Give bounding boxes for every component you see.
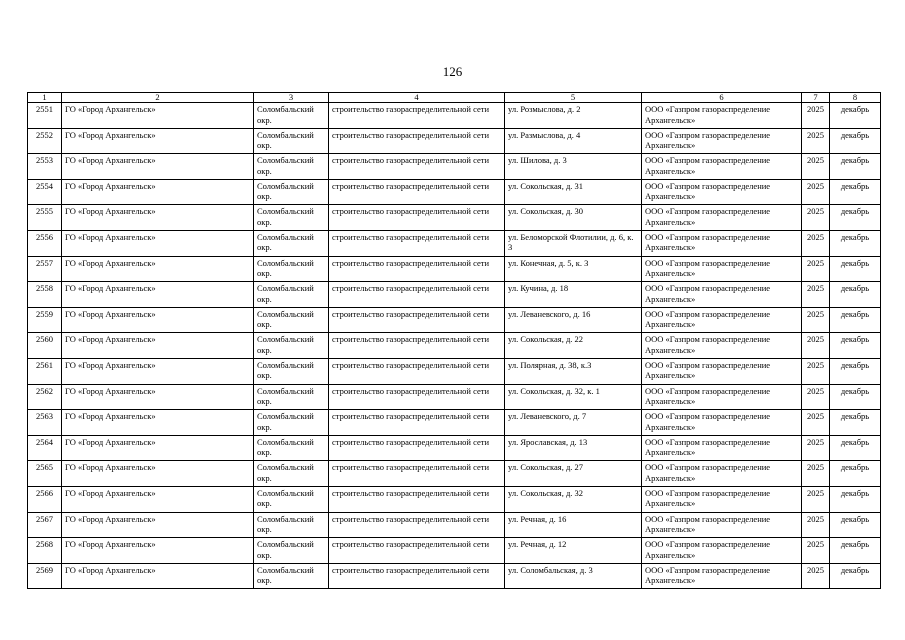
cell-district: Соломбальский окр.: [254, 179, 329, 205]
cell-year: 2025: [802, 307, 830, 333]
column-header-municipality: 2: [62, 93, 254, 103]
cell-work-type: строительство газораспределительной сети: [329, 538, 505, 564]
cell-year: 2025: [802, 154, 830, 180]
cell-year: 2025: [802, 256, 830, 282]
cell-organization: ООО «Газпром газораспределение Архангельск»: [642, 179, 802, 205]
cell-district: Соломбальский окр.: [254, 538, 329, 564]
cell-work-type: строительство газораспределительной сети: [329, 486, 505, 512]
table-row: [28, 538, 881, 564]
cell-year: 2025: [802, 128, 830, 154]
cell-month: декабрь: [830, 205, 881, 231]
cell-district: Соломбальский окр.: [254, 563, 329, 589]
cell-row-number: 2567: [28, 512, 62, 538]
cell-municipality: ГО «Город Архангельск»: [62, 563, 254, 589]
table-body: [28, 103, 881, 589]
cell-municipality: ГО «Город Архангельск»: [62, 230, 254, 256]
cell-municipality: ГО «Город Архангельск»: [62, 128, 254, 154]
cell-work-type: строительство газораспределительной сети: [329, 154, 505, 180]
cell-district: Соломбальский окр.: [254, 358, 329, 384]
column-header-work-type: 4: [329, 93, 505, 103]
cell-municipality: ГО «Город Архангельск»: [62, 256, 254, 282]
cell-row-number: 2551: [28, 103, 62, 129]
cell-year: 2025: [802, 103, 830, 129]
cell-row-number: 2554: [28, 179, 62, 205]
cell-month: декабрь: [830, 307, 881, 333]
cell-district: Соломбальский окр.: [254, 410, 329, 436]
cell-district: Соломбальский окр.: [254, 307, 329, 333]
cell-month: декабрь: [830, 410, 881, 436]
cell-month: декабрь: [830, 256, 881, 282]
cell-work-type: строительство газораспределительной сети: [329, 307, 505, 333]
cell-year: 2025: [802, 384, 830, 410]
cell-organization: ООО «Газпром газораспределение Архангельск»: [642, 307, 802, 333]
cell-organization: ООО «Газпром газораспределение Архангельск»: [642, 128, 802, 154]
table-row: [28, 154, 881, 180]
cell-work-type: строительство газораспределительной сети: [329, 179, 505, 205]
column-header-year: 7: [802, 93, 830, 103]
column-header-district: 3: [254, 93, 329, 103]
header-row: [28, 93, 881, 103]
cell-year: 2025: [802, 205, 830, 231]
cell-address: ул. Размыслова, д. 4: [505, 128, 642, 154]
cell-organization: ООО «Газпром газораспределение Архангельск»: [642, 154, 802, 180]
cell-municipality: ГО «Город Архангельск»: [62, 486, 254, 512]
cell-month: декабрь: [830, 230, 881, 256]
table-row: [28, 230, 881, 256]
cell-address: ул. Сокольская, д. 32: [505, 486, 642, 512]
cell-organization: ООО «Газпром газораспределение Архангельск»: [642, 358, 802, 384]
cell-organization: ООО «Газпром газораспределение Архангельск»: [642, 461, 802, 487]
cell-address: ул. Конечная, д. 5, к. 3: [505, 256, 642, 282]
cell-work-type: строительство газораспределительной сети: [329, 512, 505, 538]
cell-work-type: строительство газораспределительной сети: [329, 461, 505, 487]
cell-work-type: строительство газораспределительной сети: [329, 256, 505, 282]
cell-month: декабрь: [830, 538, 881, 564]
cell-year: 2025: [802, 410, 830, 436]
column-header-month: 8: [830, 93, 881, 103]
cell-work-type: строительство газораспределительной сети: [329, 435, 505, 461]
cell-work-type: строительство газораспределительной сети: [329, 282, 505, 308]
table-row: [28, 410, 881, 436]
cell-district: Соломбальский окр.: [254, 154, 329, 180]
cell-work-type: строительство газораспределительной сети: [329, 128, 505, 154]
cell-work-type: строительство газораспределительной сети: [329, 563, 505, 589]
cell-organization: ООО «Газпром газораспределение Архангельск»: [642, 333, 802, 359]
cell-organization: ООО «Газпром газораспределение Архангельск»: [642, 205, 802, 231]
cell-address: ул. Сокольская, д. 27: [505, 461, 642, 487]
cell-organization: ООО «Газпром газораспределение Архангельск»: [642, 486, 802, 512]
cell-municipality: ГО «Город Архангельск»: [62, 512, 254, 538]
cell-municipality: ГО «Город Архангельск»: [62, 205, 254, 231]
cell-month: декабрь: [830, 435, 881, 461]
cell-municipality: ГО «Город Архангельск»: [62, 384, 254, 410]
cell-municipality: ГО «Город Архангельск»: [62, 435, 254, 461]
cell-address: ул. Леваневского, д. 7: [505, 410, 642, 436]
cell-row-number: 2555: [28, 205, 62, 231]
cell-address: ул. Речная, д. 12: [505, 538, 642, 564]
cell-address: ул. Сокольская, д. 32, к. 1: [505, 384, 642, 410]
cell-district: Соломбальский окр.: [254, 384, 329, 410]
cell-district: Соломбальский окр.: [254, 333, 329, 359]
cell-year: 2025: [802, 358, 830, 384]
cell-year: 2025: [802, 486, 830, 512]
cell-address: ул. Речная, д. 16: [505, 512, 642, 538]
cell-address: ул. Соломбальская, д. 3: [505, 563, 642, 589]
cell-municipality: ГО «Город Архангельск»: [62, 538, 254, 564]
cell-month: декабрь: [830, 563, 881, 589]
table-row: [28, 307, 881, 333]
cell-month: декабрь: [830, 179, 881, 205]
cell-address: ул. Кучина, д. 18: [505, 282, 642, 308]
cell-municipality: ГО «Город Архангельск»: [62, 307, 254, 333]
table-row: [28, 205, 881, 231]
cell-row-number: 2562: [28, 384, 62, 410]
cell-year: 2025: [802, 461, 830, 487]
cell-district: Соломбальский окр.: [254, 486, 329, 512]
cell-month: декабрь: [830, 333, 881, 359]
cell-year: 2025: [802, 230, 830, 256]
cell-municipality: ГО «Город Архангельск»: [62, 282, 254, 308]
cell-year: 2025: [802, 333, 830, 359]
cell-organization: ООО «Газпром газораспределение Архангельск»: [642, 103, 802, 129]
cell-month: декабрь: [830, 358, 881, 384]
cell-organization: ООО «Газпром газораспределение Архангельск»: [642, 435, 802, 461]
cell-work-type: строительство газораспределительной сети: [329, 410, 505, 436]
cell-year: 2025: [802, 512, 830, 538]
table-row: [28, 384, 881, 410]
column-header-organization: 6: [642, 93, 802, 103]
table-row: [28, 512, 881, 538]
cell-district: Соломбальский окр.: [254, 230, 329, 256]
column-header-address: 5: [505, 93, 642, 103]
cell-organization: ООО «Газпром газораспределение Архангельск»: [642, 410, 802, 436]
table-row: [28, 179, 881, 205]
gas-network-table: [27, 92, 881, 589]
cell-month: декабрь: [830, 512, 881, 538]
cell-year: 2025: [802, 179, 830, 205]
cell-address: ул. Шилова, д. 3: [505, 154, 642, 180]
cell-municipality: ГО «Город Архангельск»: [62, 179, 254, 205]
cell-row-number: 2564: [28, 435, 62, 461]
cell-row-number: 2563: [28, 410, 62, 436]
cell-organization: ООО «Газпром газораспределение Архангельск»: [642, 282, 802, 308]
table-row: [28, 282, 881, 308]
cell-organization: ООО «Газпром газораспределение Архангельск»: [642, 230, 802, 256]
table-row: [28, 333, 881, 359]
table-row: [28, 461, 881, 487]
cell-work-type: строительство газораспределительной сети: [329, 205, 505, 231]
cell-district: Соломбальский окр.: [254, 128, 329, 154]
cell-municipality: ГО «Город Архангельск»: [62, 333, 254, 359]
cell-district: Соломбальский окр.: [254, 435, 329, 461]
cell-month: декабрь: [830, 461, 881, 487]
cell-organization: ООО «Газпром газораспределение Архангельск»: [642, 512, 802, 538]
cell-row-number: 2565: [28, 461, 62, 487]
table-row: [28, 435, 881, 461]
cell-address: ул. Розмыслова, д. 2: [505, 103, 642, 129]
table-row: [28, 358, 881, 384]
cell-row-number: 2553: [28, 154, 62, 180]
cell-work-type: строительство газораспределительной сети: [329, 384, 505, 410]
cell-year: 2025: [802, 435, 830, 461]
cell-municipality: ГО «Город Архангельск»: [62, 103, 254, 129]
cell-year: 2025: [802, 282, 830, 308]
cell-address: ул. Сокольская, д. 30: [505, 205, 642, 231]
cell-month: декабрь: [830, 128, 881, 154]
table-row: [28, 128, 881, 154]
cell-district: Соломбальский окр.: [254, 256, 329, 282]
cell-row-number: 2566: [28, 486, 62, 512]
cell-row-number: 2556: [28, 230, 62, 256]
cell-address: ул. Полярная, д. 38, к.3: [505, 358, 642, 384]
cell-work-type: строительство газораспределительной сети: [329, 333, 505, 359]
cell-organization: ООО «Газпром газораспределение Архангельск»: [642, 538, 802, 564]
cell-row-number: 2561: [28, 358, 62, 384]
cell-organization: ООО «Газпром газораспределение Архангельск»: [642, 384, 802, 410]
cell-row-number: 2552: [28, 128, 62, 154]
cell-district: Соломбальский окр.: [254, 512, 329, 538]
cell-row-number: 2568: [28, 538, 62, 564]
table-row: [28, 256, 881, 282]
cell-address: ул. Беломорской Флотилии, д. 6, к. 3: [505, 230, 642, 256]
cell-row-number: 2569: [28, 563, 62, 589]
page-number: 126: [442, 64, 463, 79]
cell-address: ул. Сокольская, д. 22: [505, 333, 642, 359]
cell-row-number: 2558: [28, 282, 62, 308]
cell-row-number: 2560: [28, 333, 62, 359]
cell-work-type: строительство газораспределительной сети: [329, 103, 505, 129]
cell-month: декабрь: [830, 103, 881, 129]
cell-municipality: ГО «Город Архангельск»: [62, 358, 254, 384]
cell-district: Соломбальский окр.: [254, 103, 329, 129]
cell-address: ул. Ярославская, д. 13: [505, 435, 642, 461]
table-row: [28, 486, 881, 512]
cell-work-type: строительство газораспределительной сети: [329, 230, 505, 256]
cell-month: декабрь: [830, 154, 881, 180]
cell-work-type: строительство газораспределительной сети: [329, 358, 505, 384]
cell-month: декабрь: [830, 282, 881, 308]
cell-municipality: ГО «Город Архангельск»: [62, 461, 254, 487]
cell-address: ул. Леваневского, д. 16: [505, 307, 642, 333]
table-row: [28, 563, 881, 589]
cell-organization: ООО «Газпром газораспределение Архангельск»: [642, 563, 802, 589]
cell-district: Соломбальский окр.: [254, 282, 329, 308]
cell-organization: ООО «Газпром газораспределение Архангельск»: [642, 256, 802, 282]
cell-district: Соломбальский окр.: [254, 205, 329, 231]
cell-address: ул. Сокольская, д. 31: [505, 179, 642, 205]
table-row: [28, 103, 881, 129]
cell-month: декабрь: [830, 384, 881, 410]
cell-district: Соломбальский окр.: [254, 461, 329, 487]
cell-municipality: ГО «Город Архангельск»: [62, 410, 254, 436]
cell-year: 2025: [802, 538, 830, 564]
cell-municipality: ГО «Город Архангельск»: [62, 154, 254, 180]
column-header-row-number: 1: [28, 93, 62, 103]
cell-year: 2025: [802, 563, 830, 589]
cell-row-number: 2557: [28, 256, 62, 282]
cell-month: декабрь: [830, 486, 881, 512]
cell-row-number: 2559: [28, 307, 62, 333]
